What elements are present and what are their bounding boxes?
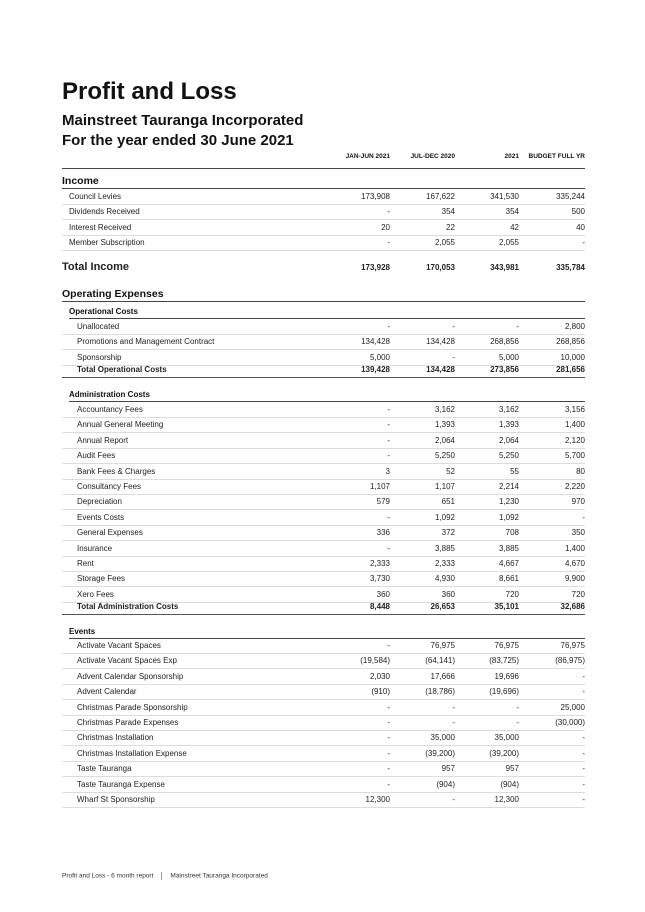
row-label: Audit Fees [77, 451, 116, 461]
row-value: (83,725) [489, 656, 519, 666]
row-value: 80 [576, 466, 585, 476]
row-value: - [452, 718, 455, 727]
footer-report-name: Profit and Loss - 6 month report [62, 872, 154, 880]
row-value: 20 [381, 222, 390, 232]
row-value: 2,220 [564, 482, 585, 491]
footer-separator [161, 872, 162, 880]
row-value: 5,000 [369, 352, 390, 362]
row-value: 8,661 [498, 574, 519, 584]
row-value: - [387, 733, 390, 743]
row-value: 35,101 [494, 602, 519, 611]
row-value: 708 [505, 528, 519, 538]
page-footer [62, 872, 268, 880]
table-row [62, 433, 585, 449]
column-headers [62, 153, 585, 165]
row-value: 1,230 [498, 497, 519, 507]
row-value: 134,428 [361, 337, 390, 347]
row-value: 52 [446, 466, 455, 476]
row-value: (19,696) [489, 687, 519, 697]
row-value: 1,092 [498, 512, 519, 522]
row-value: 335,784 [556, 263, 585, 272]
row-value: - [582, 238, 585, 248]
row-label: Activate Vacant Spaces [77, 641, 161, 650]
total-income-row [62, 259, 585, 276]
table-row [62, 669, 585, 685]
row-value: 167,622 [426, 192, 455, 201]
row-value: (39,200) [489, 748, 519, 758]
table-row [62, 334, 585, 350]
row-label: Member Subscription [69, 238, 145, 248]
row-label: Advent Calendar [77, 687, 137, 697]
row-value: 3,156 [564, 405, 585, 414]
row-value: 26,653 [430, 602, 455, 611]
table-row [62, 556, 585, 572]
row-value: 335,244 [556, 192, 585, 201]
row-label: Taste Tauranga [77, 764, 132, 774]
row-value: 35,000 [430, 733, 455, 743]
table-row [62, 525, 585, 541]
subsection-heading-operational-costs: Operational Costs [69, 306, 585, 319]
report-period: For the year ended 30 June 2021 [62, 132, 294, 149]
row-value: 2,055 [434, 238, 455, 248]
table-row [62, 541, 585, 557]
row-value: - [387, 207, 390, 217]
section-heading-operating-expenses: Operating Expenses [62, 287, 585, 302]
row-value: 343,981 [490, 263, 519, 272]
subsection-heading-administration-costs: Administration Costs [69, 389, 585, 402]
row-value: 17,666 [430, 671, 455, 681]
row-value: 2,333 [369, 559, 390, 568]
row-value: 957 [441, 764, 455, 774]
row-value: 170,053 [426, 263, 455, 272]
row-value: - [582, 512, 585, 522]
row-label: Bank Fees & Charges [77, 466, 156, 476]
row-label: Annual General Meeting [77, 420, 164, 430]
row-value: 2,055 [498, 238, 519, 248]
row-value: 1,393 [498, 420, 519, 430]
row-value: 76,975 [430, 641, 455, 650]
row-value: - [516, 702, 519, 712]
row-label: Advent Calendar Sponsorship [77, 671, 184, 681]
row-label: Christmas Parade Expenses [77, 718, 179, 727]
row-label: Interest Received [69, 222, 132, 232]
row-value: 4,670 [564, 559, 585, 568]
row-value: - [387, 435, 390, 445]
row-value: 651 [441, 497, 455, 507]
row-value: - [387, 702, 390, 712]
row-label: Xero Fees [77, 589, 114, 599]
table-row [62, 730, 585, 746]
row-value: 720 [505, 589, 519, 599]
row-label: Christmas Installation Expense [77, 748, 187, 758]
row-value: - [516, 718, 519, 727]
row-label: Dividends Received [69, 207, 140, 217]
row-label: Christmas Installation [77, 733, 154, 743]
row-value: 5,700 [564, 451, 585, 461]
row-value: - [582, 795, 585, 804]
row-label: Total Income [62, 261, 130, 273]
row-label: Christmas Parade Sponsorship [77, 702, 188, 712]
row-value: 3,162 [498, 405, 519, 414]
row-value: 2,800 [564, 322, 585, 331]
row-value: 3,885 [498, 543, 519, 553]
row-value: - [452, 795, 455, 804]
row-value: 273,856 [490, 365, 519, 374]
table-row [62, 319, 585, 335]
row-value: 1,400 [564, 420, 585, 430]
row-value: - [387, 543, 390, 553]
table-row [62, 792, 585, 808]
section-heading-income: Income [62, 174, 585, 189]
row-value: - [387, 238, 390, 248]
table-row [62, 638, 585, 654]
row-value: 1,400 [564, 543, 585, 553]
total-administration-costs-row [62, 599, 585, 615]
table-row [62, 761, 585, 777]
row-value: 10,000 [560, 352, 585, 362]
row-label: Unallocated [77, 322, 120, 331]
table-row [62, 235, 585, 251]
row-value: 3,730 [369, 574, 390, 584]
row-value: 76,975 [560, 641, 585, 650]
table-row [62, 189, 585, 205]
table-row [62, 479, 585, 495]
row-value: 42 [510, 222, 519, 232]
row-value: (904) [500, 779, 519, 789]
row-value: - [387, 451, 390, 461]
column-header-2021: 2021 [504, 153, 519, 160]
row-value: (39,200) [425, 748, 455, 758]
column-header-budget: BUDGET FULL YR [528, 153, 585, 160]
table-row [62, 653, 585, 669]
row-value: 35,000 [494, 733, 519, 743]
row-value: (19,584) [360, 656, 390, 666]
row-value: (18,786) [425, 687, 455, 697]
row-value: 268,856 [490, 337, 519, 347]
row-value: 12,300 [494, 795, 519, 804]
table-row [62, 448, 585, 464]
row-value: 3,162 [434, 405, 455, 414]
row-value: 579 [376, 497, 390, 507]
row-value: 720 [571, 589, 585, 599]
row-value: 32,686 [560, 602, 585, 611]
row-value: 360 [376, 589, 390, 599]
row-value: 1,092 [434, 512, 455, 522]
row-value: 2,120 [564, 435, 585, 445]
row-value: 173,928 [361, 263, 390, 272]
row-value: 55 [510, 466, 519, 476]
table-row [62, 746, 585, 762]
row-value: 139,428 [361, 365, 390, 374]
row-value: 2,030 [369, 671, 390, 681]
row-value: (64,141) [425, 656, 455, 666]
row-value: 9,900 [564, 574, 585, 584]
row-label: Council Levies [69, 192, 122, 201]
row-label: Total Administration Costs [77, 602, 179, 611]
table-row [62, 777, 585, 793]
table-row [62, 417, 585, 433]
row-value: 1,393 [434, 420, 455, 430]
row-value: - [582, 671, 585, 681]
row-value: 40 [576, 222, 585, 232]
row-value: 173,908 [361, 192, 390, 201]
table-row [62, 220, 585, 236]
column-header-jul-dec-2020: JUL-DEC 2020 [410, 153, 455, 160]
table-row [62, 715, 585, 731]
row-value: 1,107 [369, 482, 390, 491]
row-label: Accountancy Fees [77, 405, 143, 414]
row-value: 341,530 [490, 192, 519, 201]
table-row [62, 204, 585, 220]
row-value: 2,214 [498, 482, 519, 491]
row-value: - [582, 687, 585, 697]
column-header-jan-jun-2021: JAN-JUN 2021 [345, 153, 390, 160]
row-value: 336 [376, 528, 390, 538]
row-value: 957 [505, 764, 519, 774]
row-value: - [387, 779, 390, 789]
row-label: Promotions and Management Contract [77, 337, 215, 347]
row-value: 5,250 [434, 451, 455, 461]
total-operational-costs-row [62, 362, 585, 378]
row-value: 76,975 [494, 641, 519, 650]
row-label: Total Operational Costs [77, 365, 167, 374]
row-value: - [387, 764, 390, 774]
row-value: 22 [446, 222, 455, 232]
row-value: - [387, 718, 390, 727]
row-value: 500 [571, 207, 585, 217]
table-row [62, 464, 585, 480]
row-value: 134,428 [426, 337, 455, 347]
row-value: - [452, 322, 455, 331]
row-value: 2,333 [434, 559, 455, 568]
row-label: Depreciation [77, 497, 122, 507]
row-value: 354 [505, 207, 519, 217]
row-value: 4,930 [434, 574, 455, 584]
row-value: - [582, 733, 585, 743]
row-value: (30,000) [555, 718, 585, 727]
table-row [62, 571, 585, 587]
row-value: 19,696 [494, 671, 519, 681]
row-label: Events Costs [77, 512, 125, 522]
header-divider [62, 168, 585, 169]
row-value: 268,856 [556, 337, 585, 347]
row-value: 8,448 [369, 602, 390, 611]
row-value: - [387, 420, 390, 430]
row-value: (910) [371, 687, 390, 697]
row-value: - [387, 748, 390, 758]
row-value: - [582, 764, 585, 774]
row-label: Rent [77, 559, 94, 568]
row-value: 354 [441, 207, 455, 217]
row-value: - [387, 641, 390, 650]
row-value: 350 [571, 528, 585, 538]
row-value: - [452, 352, 455, 362]
row-value: - [387, 405, 390, 414]
table-row [62, 700, 585, 716]
row-value: 360 [441, 589, 455, 599]
row-label: Consultancy Fees [77, 482, 142, 491]
organisation-name: Mainstreet Tauranga Incorporated [62, 112, 304, 129]
row-value: (86,975) [555, 656, 585, 666]
row-value: 5,000 [498, 352, 519, 362]
row-label: Wharf St Sponsorship [77, 795, 155, 804]
row-label: Taste Tauranga Expense [77, 779, 165, 789]
subsection-heading-events: Events [69, 626, 585, 639]
row-label: Insurance [77, 543, 113, 553]
table-row [62, 510, 585, 526]
row-value: 4,667 [498, 559, 519, 568]
row-value: 5,250 [498, 451, 519, 461]
row-value: 134,428 [426, 365, 455, 374]
row-label: General Expenses [77, 528, 143, 538]
row-value: 3,885 [434, 543, 455, 553]
row-value: 970 [571, 497, 585, 507]
row-value: - [452, 702, 455, 712]
row-value: - [582, 779, 585, 789]
row-value: - [387, 322, 390, 331]
row-value: 2,064 [434, 435, 455, 445]
row-value: 12,300 [365, 795, 390, 804]
row-label: Sponsorship [77, 352, 122, 362]
row-label: Storage Fees [77, 574, 126, 584]
row-value: 2,064 [498, 435, 519, 445]
row-value: - [582, 748, 585, 758]
page-title: Profit and Loss [62, 78, 237, 105]
row-value: 25,000 [560, 702, 585, 712]
table-row [62, 494, 585, 510]
row-value: 281,656 [556, 365, 585, 374]
row-value: 372 [441, 528, 455, 538]
table-row [62, 402, 585, 418]
row-label: Annual Report [77, 435, 129, 445]
footer-organisation: Mainstreet Tauranga Incorporated [170, 872, 268, 880]
row-value: - [516, 322, 519, 331]
row-value: 3 [385, 466, 390, 476]
row-value: 1,107 [434, 482, 455, 491]
row-label: Activate Vacant Spaces Exp [77, 656, 177, 666]
table-row [62, 684, 585, 700]
row-value: - [387, 512, 390, 522]
row-value: (904) [436, 779, 455, 789]
